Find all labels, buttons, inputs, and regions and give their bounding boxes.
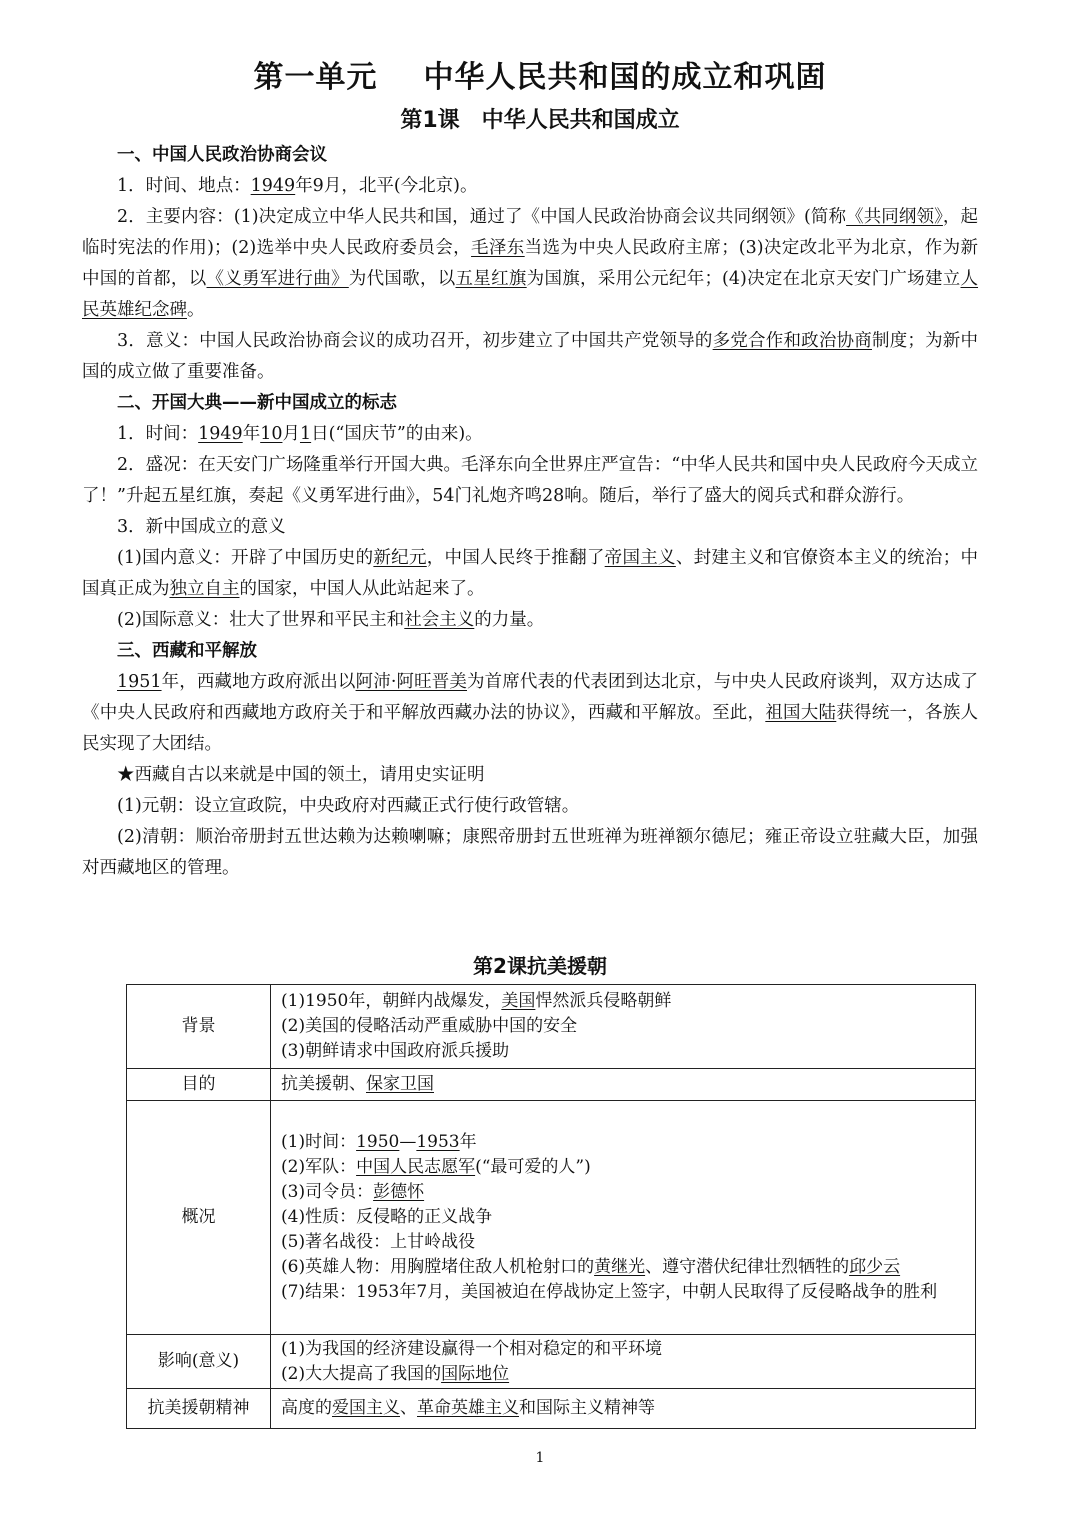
table-row — [127, 1101, 976, 1335]
underlined-keyword: 10 — [260, 424, 283, 444]
unit-name: 中华人民共和国的成立和巩固 — [423, 60, 827, 95]
underlined-keyword: 中国人民志愿军 — [356, 1157, 476, 1177]
row-content — [271, 985, 976, 1069]
paragraph — [82, 326, 978, 388]
row-content — [271, 1069, 976, 1101]
underlined-keyword: 1953 — [416, 1132, 460, 1152]
text-segment: 获得统一，各族人民实现了大团结。 — [82, 703, 979, 754]
text-segment: 抗美援朝、 — [281, 1074, 366, 1094]
lesson2-table — [126, 984, 976, 1429]
text-segment: ，起临时宪法的作用)；(2)选举中央人民政府委员会， — [82, 207, 979, 258]
row-header: 背景 — [127, 985, 271, 1069]
text-segment: 一、中国人民政治协商会议 — [117, 145, 327, 165]
text-segment: 2．盛况：在天安门广场隆重举行开国大典。毛泽东向全世界庄严宣告：“中华人民共和国中央人民政府今天成立了！”升起五星红旗，奏起《义勇军进行曲》，54门礼炮齐鸣28响。随后，举行了盛大的阅兵式和群众游行。 — [82, 455, 978, 506]
paragraph — [82, 512, 978, 543]
text-segment: ，中国人民终于推翻了 — [426, 548, 605, 568]
text-segment: 为首席代表的代表团到达北京，与中央人民政府谈判，双方达成了《中央人民政府和西藏地方政府关于和平解放西藏办法的协议》，西藏和平解放。至此， — [82, 672, 979, 723]
row-content — [271, 1389, 976, 1429]
underlined-keyword: 邱少云 — [849, 1257, 901, 1277]
underlined-keyword: 爱国主义 — [332, 1398, 400, 1418]
content-line — [281, 1180, 975, 1205]
text-segment: (1)时间： — [281, 1132, 357, 1152]
underlined-keyword: 《义勇军进行曲》 — [206, 269, 349, 289]
underlined-keyword: 黄继光 — [594, 1257, 646, 1277]
content-line — [281, 1205, 975, 1230]
lesson2-title: 第2课抗美援朝 — [473, 954, 607, 978]
content-line — [281, 1039, 975, 1064]
table-row — [127, 985, 976, 1069]
underlined-keyword: 1951 — [117, 672, 162, 692]
text-segment: 日(“国庆节”的由来)。 — [311, 424, 483, 444]
text-segment: 、封建主义和官僚资本主义的统治；中国真正成为 — [82, 548, 979, 599]
underlined-keyword: 帝国主义 — [604, 548, 676, 568]
underlined-keyword: 多党合作和政治协商 — [712, 331, 872, 351]
text-segment: (3)司令员： — [281, 1182, 374, 1202]
row-header: 影响(意义) — [127, 1335, 271, 1389]
underlined-keyword: 彭德怀 — [373, 1182, 425, 1202]
row-header: 抗美援朝精神 — [127, 1389, 271, 1429]
paragraph — [82, 822, 978, 884]
row-content — [271, 1335, 976, 1389]
text-segment: (2)国际意义：壮大了世界和平民主和 — [117, 610, 405, 630]
underlined-keyword: 1 — [299, 424, 312, 444]
underlined-keyword: 革命英雄主义 — [417, 1398, 519, 1418]
section-heading — [82, 388, 978, 419]
text-segment: (6)英雄人物：用胸膛堵住敌人机枪射口的 — [281, 1257, 595, 1277]
text-segment: 三、西藏和平解放 — [117, 641, 257, 661]
underlined-keyword: 阿沛·阿旺晋美 — [355, 672, 468, 692]
row-header: 目的 — [127, 1069, 271, 1101]
lesson1-title: 第1课 中华人民共和国成立 — [400, 108, 680, 133]
text-segment: (1)国内意义：开辟了中国历史的 — [117, 548, 374, 568]
content-line — [281, 1362, 975, 1387]
underlined-keyword: 1949 — [250, 176, 296, 196]
paragraph — [82, 760, 978, 791]
text-segment: 高度的 — [281, 1398, 332, 1418]
text-segment: (7)结果：1953年7月，美国被迫在停战协定上签字，中朝人民取得了反侵略战争的胜利 — [281, 1282, 938, 1302]
text-segment: (“最可爱的人”) — [475, 1157, 591, 1177]
underlined-keyword: 美国 — [501, 991, 536, 1011]
unit-number: 第一单元 — [253, 60, 378, 95]
text-segment: 为国旗，采用公元纪年；(4)决定在北京天安门广场建立 — [526, 269, 961, 289]
text-segment: 月 — [282, 424, 300, 444]
text-segment: 1．时间： — [117, 424, 199, 444]
underlined-keyword: 社会主义 — [404, 610, 475, 630]
content-line — [281, 1396, 975, 1421]
text-segment: 悍然派兵侵略朝鲜 — [535, 991, 672, 1011]
underlined-keyword: 祖国大陆 — [765, 703, 837, 723]
text-segment: (1)1950年，朝鲜内战爆发， — [281, 991, 502, 1011]
content-line — [281, 1014, 975, 1039]
underlined-keyword: 1949 — [198, 424, 243, 444]
text-segment: 二、开国大典——新中国成立的标志 — [117, 393, 397, 413]
underlined-keyword: 独立自主 — [169, 579, 240, 599]
text-segment: 。 — [187, 300, 205, 320]
row-header: 概况 — [127, 1101, 271, 1335]
underlined-keyword: 毛泽东 — [471, 238, 525, 258]
text-segment: 和国际主义精神等 — [519, 1398, 655, 1418]
text-segment: 的力量。 — [474, 610, 545, 630]
text-segment: 当选为中央人民政府主席；(3)决定改北平为北京，作为新中国的首都，以 — [82, 238, 978, 289]
text-segment: 3．新中国成立的意义 — [117, 517, 286, 537]
content-line — [281, 1230, 975, 1255]
underlined-keyword: 《共同纲领》 — [846, 207, 943, 227]
paragraph — [82, 605, 978, 636]
content-line — [281, 1130, 975, 1155]
underlined-keyword: 人民英雄纪念碑 — [82, 269, 979, 320]
paragraph — [82, 791, 978, 822]
text-segment: 1．时间、地点： — [117, 176, 251, 196]
paragraph — [82, 419, 978, 450]
paragraph — [82, 450, 978, 512]
text-segment: (3)朝鲜请求中国政府派兵援助 — [281, 1041, 510, 1061]
text-segment: (1)元朝：设立宣政院，中央政府对西藏正式行使行政管辖。 — [117, 796, 580, 816]
underlined-keyword: 1950 — [356, 1132, 400, 1152]
text-segment: 年，西藏地方政府派出以 — [161, 672, 356, 692]
text-segment: (2)军队： — [281, 1157, 357, 1177]
paragraph — [82, 667, 978, 760]
row-content — [271, 1101, 976, 1335]
page-number: 1 — [535, 1450, 545, 1466]
text-segment: (5)著名战役：上甘岭战役 — [281, 1232, 476, 1252]
text-segment: 年 — [242, 424, 261, 444]
text-segment: 制度；为新中国的成立做了重要准备。 — [82, 331, 979, 382]
section-heading — [82, 140, 978, 171]
text-segment: (2)清朝：顺治帝册封五世达赖为达赖喇嘛；康熙帝册封五世班禅为班禅额尔德尼；雍正帝设立驻藏大臣，加强对西藏地区的管理。 — [82, 827, 978, 878]
text-segment: (1)为我国的经济建设赢得一个相对稳定的和平环境 — [281, 1338, 663, 1359]
text-segment: 年9月，北平(今北京)。 — [295, 176, 478, 196]
text-segment: 的国家，中国人从此站起来了。 — [239, 579, 485, 599]
text-segment: 2．主要内容：(1)决定成立中华人民共和国，通过了《中国人民政治协商会议共同纲领》(简称 — [117, 207, 847, 227]
underlined-keyword: 五星红旗 — [455, 269, 527, 289]
text-segment: ★西藏自古以来就是中国的领土，请用史实证明 — [117, 765, 485, 785]
table-row — [127, 1335, 976, 1389]
paragraph — [82, 202, 978, 326]
content-line — [281, 1280, 975, 1305]
text-segment: 、遵守潜伏纪律壮烈牺牲的 — [645, 1257, 850, 1277]
paragraph — [82, 543, 978, 605]
lesson1-body — [82, 140, 978, 884]
underlined-keyword: 新纪元 — [373, 548, 427, 568]
text-segment: 3．意义：中国人民政治协商会议的成功召开，初步建立了中国共产党领导的 — [117, 331, 713, 351]
text-segment: (2)美国的侵略活动严重威胁中国的安全 — [281, 1016, 578, 1036]
content-line — [281, 1337, 975, 1362]
text-segment: — — [399, 1132, 417, 1152]
table-row — [127, 1069, 976, 1101]
text-segment: 、 — [400, 1398, 417, 1418]
unit-title — [0, 52, 1080, 96]
underlined-keyword: 保家卫国 — [366, 1074, 434, 1094]
text-segment: (4)性质：反侵略的正义战争 — [281, 1207, 493, 1227]
content-line — [281, 1155, 975, 1180]
content-line — [281, 1072, 975, 1097]
content-line — [281, 989, 975, 1014]
text-segment: 年 — [459, 1132, 477, 1152]
section-heading — [82, 636, 978, 667]
content-line — [281, 1255, 975, 1280]
text-segment: (2)大大提高了我国的 — [281, 1363, 442, 1384]
text-segment: 为代国歌，以 — [348, 269, 456, 289]
underlined-keyword: 国际地位 — [441, 1363, 510, 1384]
table-row — [127, 1389, 976, 1429]
paragraph — [82, 171, 978, 202]
